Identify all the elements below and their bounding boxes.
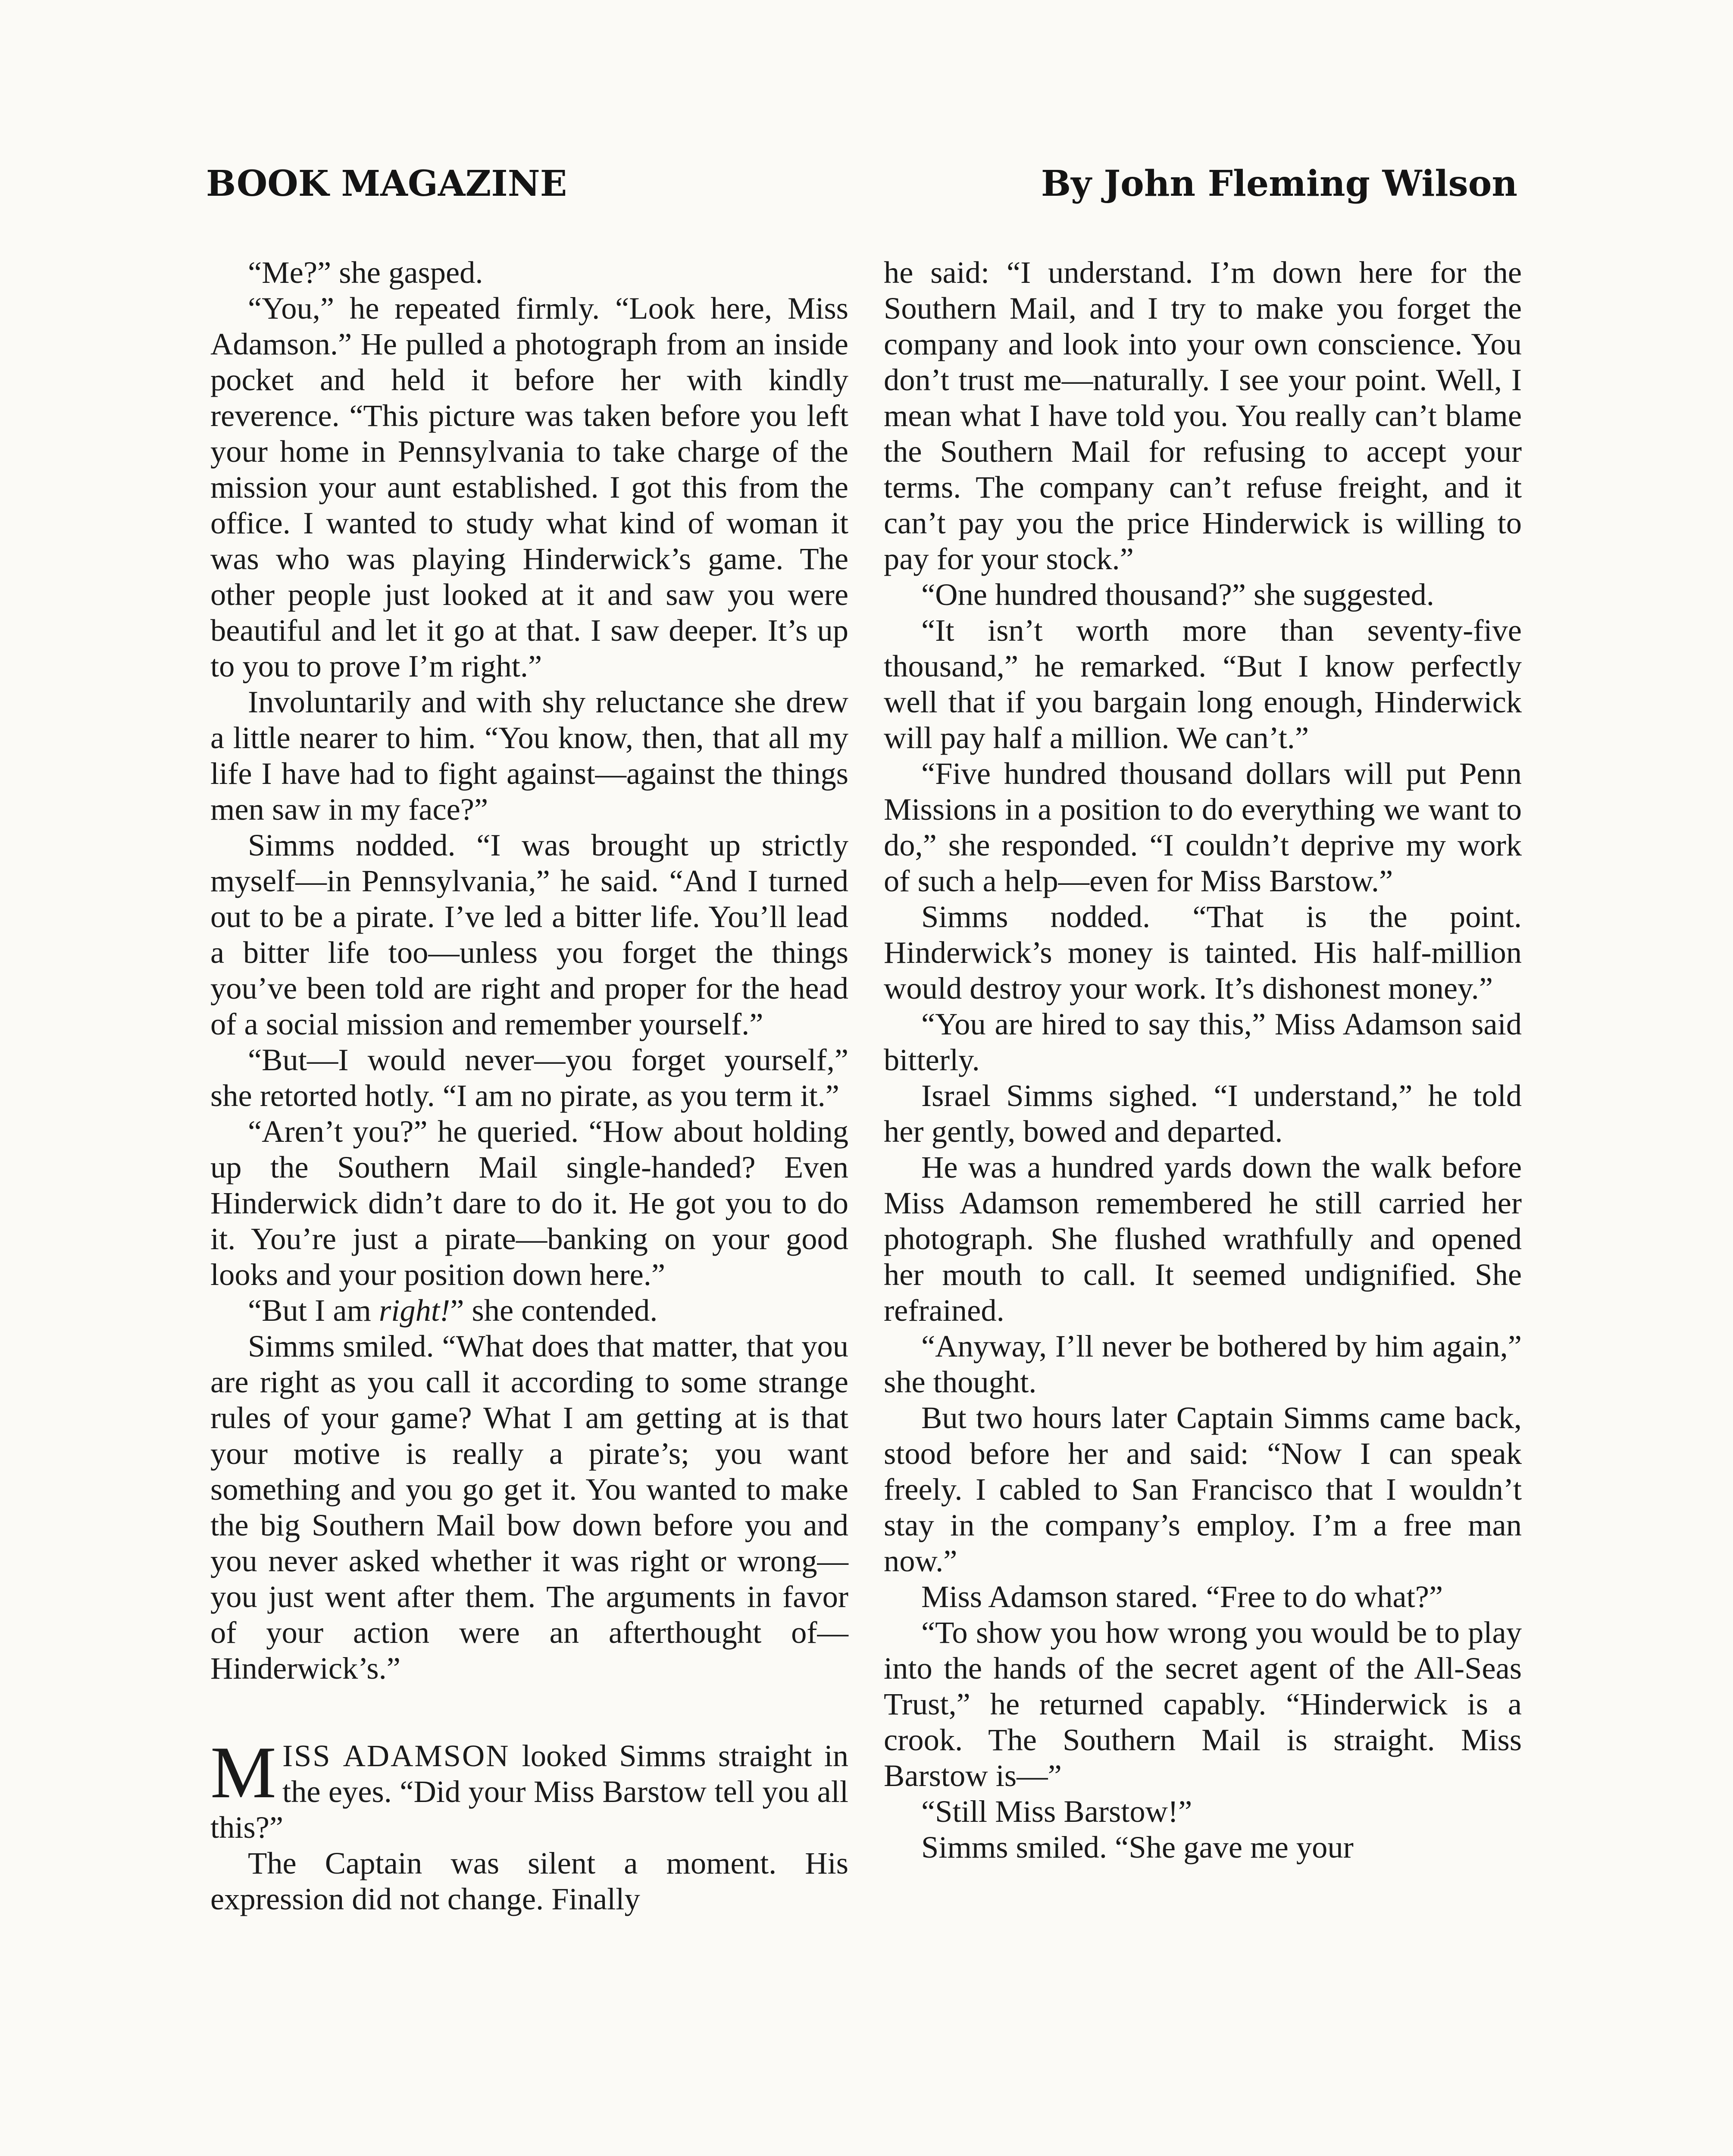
paragraph: “To show you how wrong you would be to play into the hands of the secret agent of the All-Seas Trust,” he returned capably. “Hinderwick is a crook. The Southern Mail is straight. Miss Barstow is—”: [884, 1615, 1522, 1793]
paragraph: “It isn’t worth more than seventy-five thousand,” he remarked. “But I know perfectly well that if you bargain long enough, Hinderwick will pay half a million. We can’t.”: [884, 613, 1522, 755]
paragraph: Simms smiled. “She gave me your: [921, 1830, 1354, 1865]
paragraph: “You,” he repeated firmly. “Look here, Miss Adamson.” He pulled a photograph from an inside pocket and held it before her with kindly reverence. “This picture was taken before you left your home in Pennsylvania to take charge of the mission your aunt established. I got this from the office. I wanted to study what kind of woman it was who was playing Hinderwick’s game. The other people just looked at it and saw you were beautiful and let it go at that. I saw deeper. It’s up to you to prove I’m right.”: [210, 291, 848, 683]
section-opening-paragraph: [210, 1732, 848, 1845]
paragraph: “One hundred thousand?” she suggested.: [921, 577, 1434, 612]
paragraph: Simms nodded. “I was brought up strictly myself—in Pennsylvania,” he said. “And I turned out to be a pirate. I’ve led a bitter life. You’ll lead a bitter life too—unless you forget the things you’ve been told are right and proper for the head of a social mission and remember yourself.”: [210, 827, 848, 1041]
text-run: ” she contended.: [450, 1293, 658, 1328]
small-caps-lead: ISS ADAMSON: [282, 1738, 510, 1773]
paragraph: But two hours later Captain Simms came back, stood before her and said: “Now I can speak freely. I cabled to San Francisco that I wouldn’t stay in the company’s employ. I’m a free man now.”: [884, 1400, 1522, 1578]
paragraph: Israel Simms sighed. “I understand,” he told her gently, bowed and departed.: [884, 1078, 1522, 1149]
paragraph: “Me?” she gasped.: [248, 255, 483, 290]
running-head: [206, 163, 1517, 204]
author-byline: By John Fleming Wilson: [1041, 163, 1517, 204]
paragraph: [210, 1292, 848, 1328]
paragraph: “Anyway, I’ll never be bothered by him again,” she thought.: [884, 1329, 1522, 1399]
text-run: looked Simms straight in the eyes. “Did your Miss Barstow tell you all this?”: [210, 1738, 848, 1845]
paragraph: Miss Adamson stared. “Free to do what?”: [921, 1579, 1443, 1614]
paragraph: “You are hired to say this,” Miss Adamson said bitterly.: [884, 1006, 1522, 1077]
paragraph: He was a hundred yards down the walk before Miss Adamson remembered he still carried her photograph. She flushed wrathfully and opened her mouth to call. It seemed undignified. She refrained.: [884, 1150, 1522, 1328]
paragraph: “But—I would never—you forget yourself,” she retorted hotly. “I am no pirate, as you term it.”: [210, 1042, 848, 1113]
paragraph: The Captain was silent a moment. His expression did not change. Finally: [210, 1846, 848, 1916]
paragraph: Involuntarily and with shy reluctance she drew a little nearer to him. “You know, then, that all my life I have had to fight against—against the things men saw in my face?”: [210, 684, 848, 827]
continued-paragraph: he said: “I understand. I’m down here for the Southern Mail, and I try to make you forget the company and look into your own conscience. You don’t trust me—naturally. I see your point. Well, I mean what I have told you. You really can’t blame the Southern Mail for refusing to accept your terms. The company can’t refuse freight, and it can’t pay you the price Hinderwick is willing to pay for your stock.”: [884, 255, 1522, 576]
paragraph: “Five hundred thousand dollars will put Penn Missions in a position to do everything we want to do,” she responded. “I couldn’t deprive my work of such a help—even for Miss Barstow.”: [884, 756, 1522, 898]
paragraph: “Still Miss Barstow!”: [921, 1794, 1192, 1829]
magazine-title: BOOK MAGAZINE: [206, 163, 567, 204]
left-column: [210, 254, 848, 1917]
paragraph: Simms nodded. “That is the point. Hinderwick’s money is tainted. His half-million would destroy your work. It’s dishonest money.”: [884, 899, 1522, 1006]
paragraph: “Aren’t you?” he queried. “How about holding up the Southern Mail single-handed? Even Hinderwick didn’t dare to do it. He got you to do it. You’re just a pirate—banking on your good looks and your position down here.”: [210, 1114, 848, 1292]
emphasis: right!: [379, 1293, 450, 1328]
drop-cap: M: [210, 1732, 276, 1814]
paragraph: Simms smiled. “What does that matter, that you are right as you call it according to some strange rules of your game? What I am getting at is that your motive is really a pirate’s; you want something and you go get it. You wanted to make the big Southern Mail bow down before you and you never asked whether it was right or wrong—you just went after them. The arguments in favor of your action were an afterthought of—Hinderwick’s.”: [210, 1329, 848, 1686]
text-run: “But I am: [248, 1293, 379, 1328]
right-column: [884, 254, 1522, 1865]
